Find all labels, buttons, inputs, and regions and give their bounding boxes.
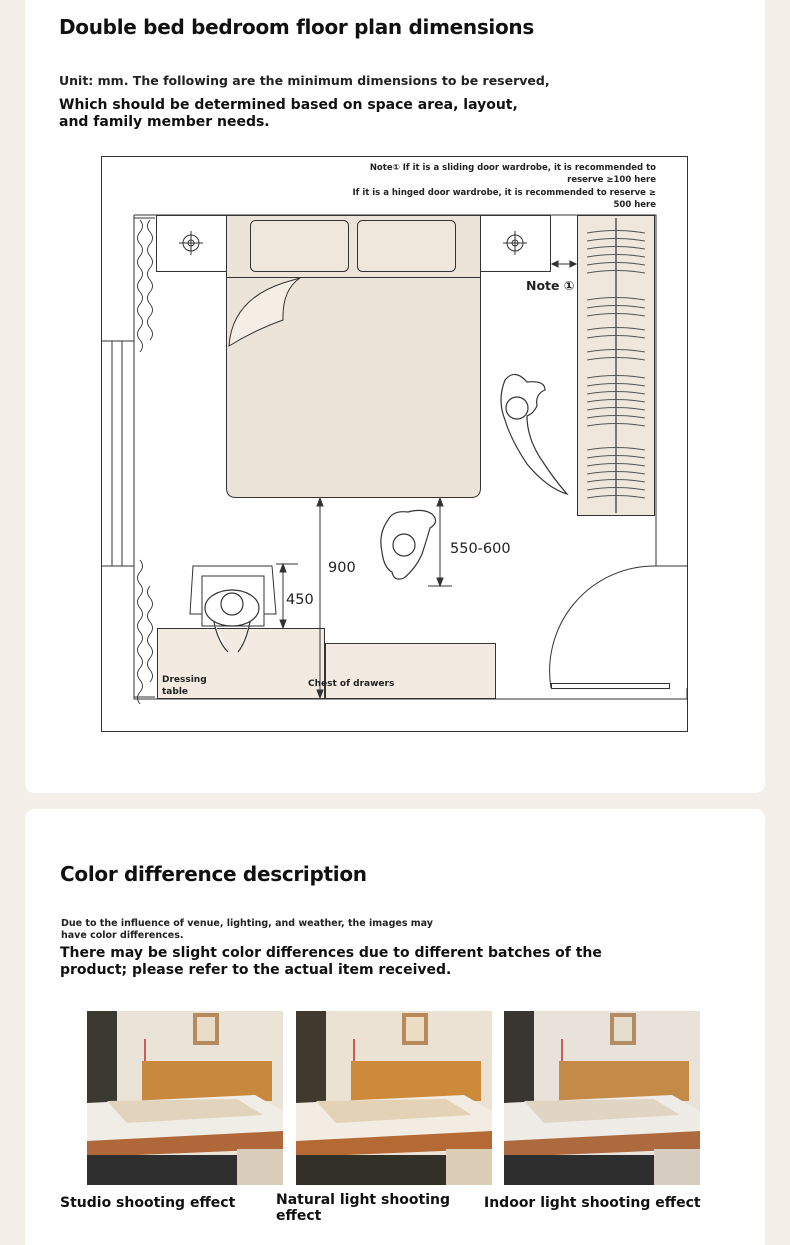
- chest-of-drawers: [326, 644, 496, 699]
- color-title: Color difference description: [60, 862, 367, 886]
- influence-note: Due to the influence of venue, lighting, and weather, the images may have color differences.: [61, 918, 433, 941]
- note-arrow: [552, 261, 576, 267]
- person-standing-right: [501, 374, 567, 494]
- batch-note: There may be slight color differences due to different batches of the product; please refer to the actual item received.: [60, 945, 602, 978]
- window: [101, 341, 134, 566]
- pillow-left: [251, 221, 349, 272]
- dressing-table-label-1: Dressing: [162, 675, 207, 685]
- note-marker: Note ①: [526, 278, 575, 293]
- note-sliding-line1: Note① If it is a sliding door wardrobe, it is recommended to: [369, 163, 656, 173]
- note-sliding-line2: reserve ≥100 here: [567, 175, 656, 185]
- chest-of-drawers-label: Chest of drawers: [308, 679, 395, 689]
- person-standing-middle: [381, 510, 436, 579]
- dim-label-450: 450: [286, 592, 314, 608]
- unit-note: Unit: mm. The following are the minimum dimensions to be reserved,: [59, 73, 550, 88]
- note-hinged-line2: 500 here: [613, 200, 656, 210]
- photo-natural-light: [296, 1011, 492, 1185]
- door: [550, 566, 670, 689]
- dim-label-550-600: 550-600: [450, 541, 511, 557]
- photo-studio: [87, 1011, 283, 1185]
- plan-title: Double bed bedroom floor plan dimensions: [59, 15, 534, 39]
- pillow-right: [358, 221, 456, 272]
- caption-indoor-light: Indoor light shooting effect: [484, 1195, 701, 1211]
- basis-note: Which should be determined based on space area, layout, and family member needs.: [59, 97, 518, 130]
- curtain-top: [134, 218, 155, 352]
- dim-line-550-600: [428, 498, 452, 586]
- note-hinged-line1: If it is a hinged door wardrobe, it is recommended to reserve ≥: [352, 188, 656, 198]
- dim-label-900: 900: [328, 560, 356, 576]
- curtain-bottom: [134, 560, 155, 704]
- caption-natural-light: Natural light shooting effect: [276, 1192, 451, 1224]
- dressing-table-label-2: table: [162, 687, 189, 697]
- caption-studio: Studio shooting effect: [60, 1195, 236, 1211]
- photo-indoor-light: [504, 1011, 700, 1185]
